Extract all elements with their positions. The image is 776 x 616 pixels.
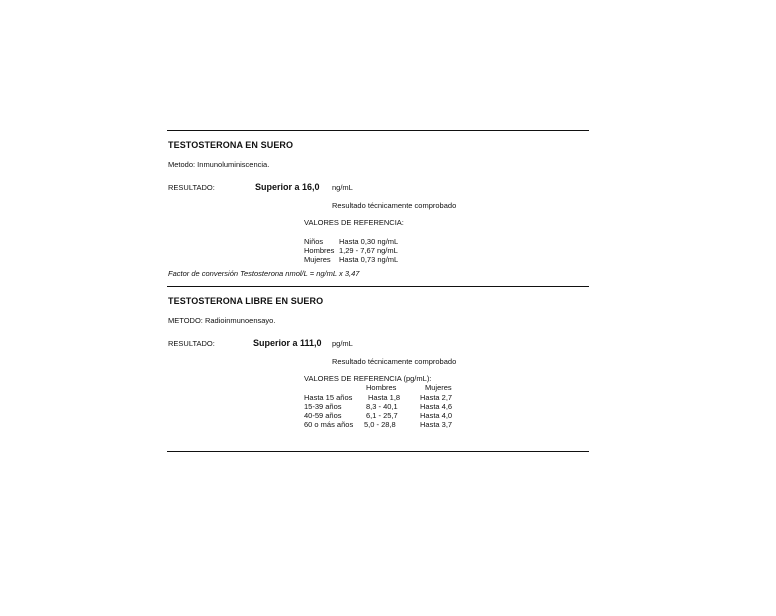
section1-ref-group: Hombres <box>304 246 335 255</box>
section2-result-label: RESULTADO: <box>168 339 215 348</box>
section1-ref-value: Hasta 0,73 ng/mL <box>339 255 399 264</box>
ref-header-men: Hombres <box>366 383 397 392</box>
section1-result-label: RESULTADO: <box>168 183 215 192</box>
bottom-divider <box>167 451 589 452</box>
section2-ref-title: VALORES DE REFERENCIA (pg/mL): <box>304 374 432 383</box>
ref-age: 15-39 años <box>304 402 342 411</box>
section1-result-value: Superior a 16,0 <box>255 182 320 192</box>
section1-title: TESTOSTERONA EN SUERO <box>168 140 294 150</box>
section2-validation: Resultado técnicamente comprobado <box>332 357 457 366</box>
ref-women: Hasta 4,6 <box>420 402 453 411</box>
section2-result-unit: pg/mL <box>332 339 353 348</box>
ref-women: Hasta 3,7 <box>420 420 453 429</box>
top-divider <box>167 130 589 131</box>
ref-men: 5,0 - 28,8 <box>364 420 396 429</box>
ref-age: 60 o más años <box>304 420 354 429</box>
section1-ref-value: Hasta 0,30 ng/mL <box>339 237 399 246</box>
section2-method: METODO: Radioinmunoensayo. <box>168 316 276 325</box>
section1-result-unit: ng/mL <box>332 183 353 192</box>
section1-ref-group: Mujeres <box>304 255 331 264</box>
ref-age: Hasta 15 años <box>304 393 353 402</box>
ref-age: 40-59 años <box>304 411 342 420</box>
ref-header-women: Mujeres <box>425 383 452 392</box>
ref-women: Hasta 2,7 <box>420 393 453 402</box>
middle-divider <box>167 286 589 287</box>
section1-ref-title: VALORES DE REFERENCIA: <box>304 218 404 227</box>
ref-men: 6,1 - 25,7 <box>366 411 398 420</box>
conversion-note: Factor de conversión Testosterona nmol/L = ng/mL x 3,47 <box>168 269 360 278</box>
section1-method: Metodo: Inmunoluminiscencia. <box>168 160 270 169</box>
ref-men: Hasta 1,8 <box>368 393 401 402</box>
ref-women: Hasta 4,0 <box>420 411 453 420</box>
section1-ref-group: Niños <box>304 237 324 246</box>
ref-men: 8,3 - 40,1 <box>366 402 398 411</box>
section2-result-value: Superior a 111,0 <box>253 338 322 348</box>
section1-ref-value: 1,29 - 7,67 ng/mL <box>339 246 398 255</box>
section2-title: TESTOSTERONA LIBRE EN SUERO <box>168 296 324 306</box>
section1-validation: Resultado técnicamente comprobado <box>332 201 457 210</box>
